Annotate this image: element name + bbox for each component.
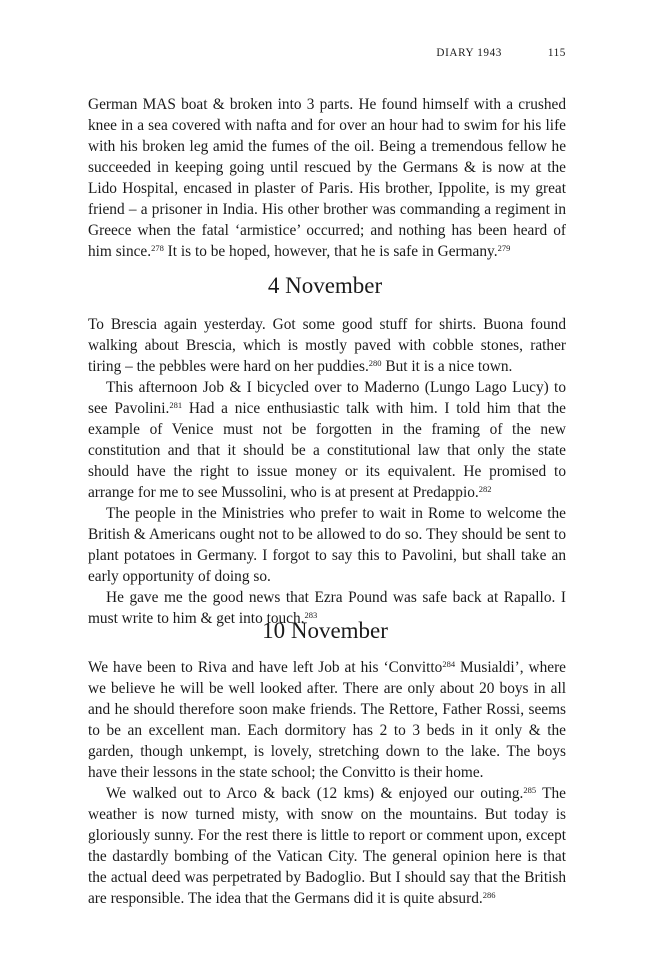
text-run: He gave me the good news that Ezra Pound was safe back at Rapallo. I must write to him & get into touch. <box>88 589 566 627</box>
running-head <box>88 47 566 61</box>
footnote-marker: 281 <box>169 400 183 410</box>
text-run: But it is a nice town. <box>381 358 513 375</box>
footnote-marker: 284 <box>442 659 456 669</box>
entry-body-4-november <box>88 314 566 629</box>
footnote-marker: 278 <box>151 243 164 253</box>
continuation-text <box>88 94 566 262</box>
paragraph <box>88 94 566 262</box>
text-run: Had a nice enthusiastic talk with him. I told him that the example of Venice must not be forgotten in the framing of the new constitution and that it should be a constitutional law that only the state should have the right to issue money or its equivalent. He promised to arrange for me to see Mussolini, who is at present at Predappio. <box>88 400 566 501</box>
paragraph <box>88 657 566 783</box>
footnote-marker: 280 <box>368 358 382 368</box>
footnote-marker: 286 <box>482 890 496 900</box>
text-run: German MAS boat & broken into 3 parts. He found himself with a crushed knee in a sea covered with nafta and for over an hour had to swim for his life with his broken leg amid the fumes of the oil. Being a tremendous fellow he succeeded in keeping going until rescued by the Germans & is now at the Lido Hospital, encased in plaster of Paris. His brother, Ippolite, is my great friend – a prisoner in India. His other brother was commanding a regiment in Greece when the fatal ‘armistice’ occurred; and nothing has been heard of him since. <box>88 96 566 260</box>
entry-heading-10-november: 10 November <box>262 618 388 643</box>
footnote-marker: 285 <box>523 785 537 795</box>
footnote-marker: 279 <box>497 243 511 253</box>
text-run: To Brescia again yesterday. Got some good stuff for shirts. Buona found walking about Brescia, which is mostly paved with cobble stones, rather tiring – the pebbles were hard on her puddies. <box>88 316 566 375</box>
text-run: The people in the Ministries who prefer to wait in Rome to welcome the British & Americans ought not to be allowed to do so. They should be sent to plant potatoes in Germany. I forgot to say this to Pavolini, but shall take an early opportunity of doing so. <box>88 505 566 585</box>
text-run: We walked out to Arco & back (12 kms) & enjoyed our outing. <box>106 785 524 802</box>
footnote-marker: 282 <box>478 484 492 494</box>
paragraph <box>88 314 566 377</box>
footnote-marker: 283 <box>304 610 318 620</box>
text-run: It is to be hoped, however, that he is safe in Germany. <box>163 243 498 260</box>
running-title: DIARY 1943 <box>436 47 502 59</box>
text-run: The weather is now turned misty, with snow on the mountains. But today is gloriously sunny. For the rest there is little to report or comment upon, except the dastardly bombing of the Vatican City. The general opinion here is that the actual deed was perpetrated by Badoglio. But I should say that the British are responsible. The idea that the Germans did it is quite absurd. <box>88 785 566 907</box>
entry-heading-4-november: 4 November <box>267 273 383 298</box>
text-run: Musialdi’, where we believe he will be well looked after. There are only about 20 boys in all and he should therefore soon make friends. The Rettore, Father Rossi, seems to be an excellent man. Each dormitory has 2 to 3 beds in it only & the garden, though unkempt, is lovely, stretching down to the lake. The boys have their lessons in the state school; the Convitto is their home. <box>88 659 566 781</box>
text-run: We have been to Riva and have left Job at his ‘Convitto <box>88 659 443 676</box>
page-number: 115 <box>547 47 566 59</box>
paragraph <box>88 503 566 587</box>
paragraph <box>88 783 566 909</box>
paragraph <box>88 377 566 503</box>
entry-body-10-november <box>88 657 566 909</box>
text-run: This afternoon Job & I bicycled over to Maderno (Lungo Lago Lucy) to see Pavolini. <box>88 379 566 417</box>
